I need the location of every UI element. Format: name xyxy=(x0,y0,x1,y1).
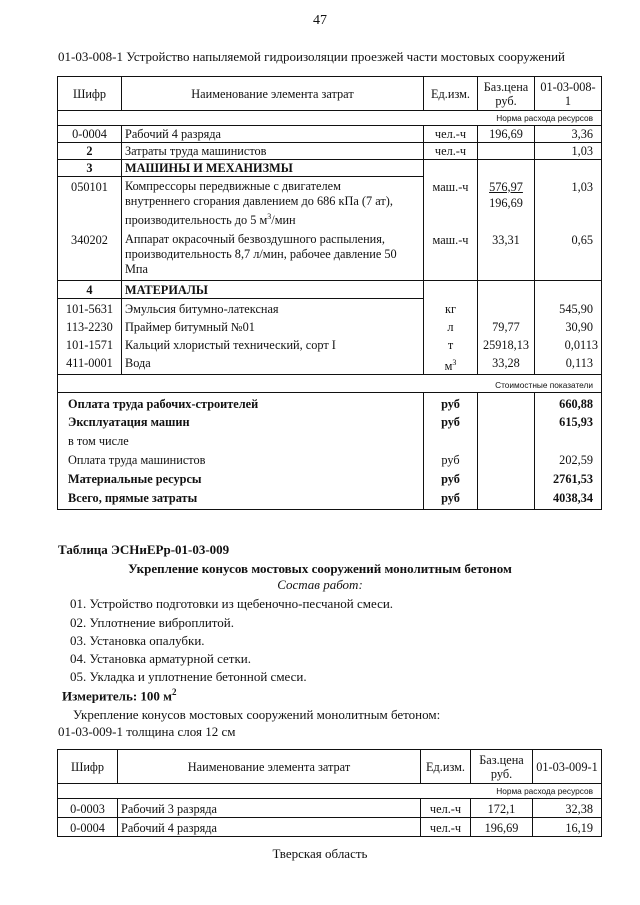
table-row xyxy=(58,353,602,375)
row-name-line: Компрессоры передвижные с двигателем xyxy=(125,179,341,193)
section-name: МАТЕРИАЛЫ xyxy=(122,281,424,299)
code-line: 01-03-009-1 толщина слоя 12 см xyxy=(58,724,236,739)
section-row xyxy=(58,160,602,177)
row-value: 1,03 xyxy=(535,143,602,160)
table-row xyxy=(58,299,602,318)
cost-unit: руб xyxy=(424,468,478,487)
table-row xyxy=(58,335,602,353)
row-name-line: Аппарат окрасочный безвоздушного распыления, xyxy=(125,232,385,247)
row-value: 545,90 xyxy=(535,299,602,318)
header-cipher: Шифр xyxy=(58,750,118,784)
row-cipher: 411-0001 xyxy=(58,353,122,375)
footer-region: Тверская область xyxy=(272,846,368,861)
row-value: 0,65 xyxy=(535,228,602,281)
row-name: Кальций хлористый технический, сорт I xyxy=(122,335,424,353)
row-price: 79,77 xyxy=(478,317,535,335)
section-name: МАШИНЫ И МЕХАНИЗМЫ xyxy=(122,160,424,177)
row-name: Праймер битумный №01 xyxy=(122,317,424,335)
cost-name: Оплата труда рабочих-строителей xyxy=(58,393,424,413)
table-row xyxy=(58,143,602,160)
cost-row xyxy=(58,430,602,449)
work-item: 02. Уплотнение виброплитой. xyxy=(70,615,235,630)
row-cipher: 0-0004 xyxy=(58,126,122,143)
row-name xyxy=(122,177,424,229)
cost-row xyxy=(58,449,602,468)
row-price xyxy=(478,143,535,160)
row-price: 25918,13 xyxy=(478,335,535,353)
measure: Измеритель: 100 $м^2$ xyxy=(62,687,177,704)
row-name: Рабочий 4 разряда xyxy=(122,126,424,143)
table-row xyxy=(58,799,602,818)
cost-value: 660,88 xyxy=(535,393,602,413)
table-row xyxy=(58,126,602,143)
table1 xyxy=(57,76,602,510)
row-price xyxy=(478,177,535,229)
cost-value: 4038,34 xyxy=(535,487,602,510)
row-cipher: 340202 xyxy=(58,228,122,281)
table2-name: Укрепление конусов мостовых сооружений монолитным бетоном xyxy=(128,561,512,576)
row-unit: чел.-ч xyxy=(421,799,471,818)
table2-title: Таблица ЭСНиЕРр-01-03-009 xyxy=(58,542,230,557)
section-row xyxy=(58,281,602,299)
row-price-main: 576,97 xyxy=(489,179,523,194)
cost-unit: руб xyxy=(424,487,478,510)
table1-title: 01-03-008-1 Устройство напыляемой гидроизоляции проезжей части мостовых сооружений xyxy=(58,49,565,64)
row-name: Затраты труда машинистов xyxy=(122,143,424,160)
row-unit: кг xyxy=(424,299,478,318)
cost-row xyxy=(58,412,602,430)
norm-label: Норма расхода ресурсов xyxy=(58,111,602,126)
header-unit: Ед.изм. xyxy=(421,750,471,784)
row-cipher: 101-5631 xyxy=(58,299,122,318)
cost-label: Стоимостные показатели xyxy=(58,375,602,393)
section-cipher: 4 xyxy=(58,281,122,299)
row-value: 0,113 xyxy=(535,353,602,375)
row-price-second: 196,69 xyxy=(489,195,523,210)
header-unit: Ед.изм. xyxy=(424,77,478,111)
header-name: Наименование элемента затрат xyxy=(118,750,421,784)
cost-row xyxy=(58,468,602,487)
cost-name: Всего, прямые затраты xyxy=(58,487,424,510)
row-value: 1,03 xyxy=(535,177,602,229)
row-cipher: 2 xyxy=(58,143,122,160)
row-name-line: производительность 8,7 л/мин, рабочее давление 50 xyxy=(125,247,397,262)
cost-unit: руб xyxy=(424,412,478,430)
table-row xyxy=(58,317,602,335)
header-name: Наименование элемента затрат xyxy=(122,77,424,111)
cost-value: 615,93 xyxy=(535,412,602,430)
table-row xyxy=(58,818,602,837)
row-name: Эмульсия битумно-латексная xyxy=(122,299,424,318)
work-description: Укрепление конусов мостовых сооружений монолитным бетоном: xyxy=(73,707,441,722)
row-name: Рабочий 3 разряда xyxy=(118,799,421,818)
header-cipher: Шифр xyxy=(58,77,122,111)
row-unit: чел.-ч xyxy=(421,818,471,837)
cost-value: 2761,53 xyxy=(535,468,602,487)
table2 xyxy=(57,749,602,837)
table2-header xyxy=(58,750,602,784)
table-row xyxy=(58,228,602,281)
row-name-line: Мпа xyxy=(125,262,148,277)
composition-label: Состав работ: xyxy=(277,577,363,592)
row-name-line: внутреннего сгорания давлением до 686 кПа (7 ат), xyxy=(125,194,393,208)
cost-name: Оплата труда машинистов xyxy=(58,449,424,468)
work-item: 03. Установка опалубки. xyxy=(70,633,205,648)
row-price: 33,31 xyxy=(478,228,535,281)
row-unit: т xyxy=(424,335,478,353)
header-price: Баз.цена руб. xyxy=(478,77,535,111)
row-cipher: 0-0004 xyxy=(58,818,118,837)
row-value: 16,19 xyxy=(533,818,602,837)
work-item: 05. Укладка и уплотнение бетонной смеси. xyxy=(70,669,307,684)
row-price: 33,28 xyxy=(478,353,535,375)
section-cipher: 3 xyxy=(58,160,122,177)
norm-label: Норма расхода ресурсов xyxy=(58,784,602,799)
row-value: 0,0113 xyxy=(535,335,602,353)
cost-name: Материальные ресурсы xyxy=(58,468,424,487)
work-item: 04. Установка арматурной сетки. xyxy=(70,651,251,666)
row-unit: $м^3$ xyxy=(424,353,478,375)
row-cipher: 113-2230 xyxy=(58,317,122,335)
row-price: 196,69 xyxy=(471,818,533,837)
row-unit: маш.-ч xyxy=(424,177,478,229)
cost-row xyxy=(58,487,602,510)
row-unit: л xyxy=(424,317,478,335)
row-cipher: 0-0003 xyxy=(58,799,118,818)
cost-unit: руб xyxy=(424,449,478,468)
row-name-line: производительность до 5 $м^3$/мин xyxy=(125,212,296,228)
row-value: 30,90 xyxy=(535,317,602,335)
cost-name: в том числе xyxy=(58,430,424,449)
row-value: 32,38 xyxy=(533,799,602,818)
row-unit: чел.-ч xyxy=(424,126,478,143)
row-unit: маш.-ч xyxy=(424,228,478,281)
header-code: 01-03-009-1 xyxy=(533,750,602,784)
table1-header xyxy=(58,77,602,111)
row-unit: чел.-ч xyxy=(424,143,478,160)
row-value: 3,36 xyxy=(535,126,602,143)
cost-value: 202,59 xyxy=(535,449,602,468)
row-price xyxy=(478,299,535,318)
row-cipher: 101-1571 xyxy=(58,335,122,353)
row-cipher: 050101 xyxy=(58,177,122,229)
row-price: 172,1 xyxy=(471,799,533,818)
table-row xyxy=(58,177,602,229)
row-name: Вода xyxy=(122,353,424,375)
cost-name: Эксплуатация машин xyxy=(58,412,424,430)
header-price: Баз.цена руб. xyxy=(471,750,533,784)
row-price: 196,69 xyxy=(478,126,535,143)
cost-row xyxy=(58,393,602,413)
row-name: Рабочий 4 разряда xyxy=(118,818,421,837)
cost-unit: руб xyxy=(424,393,478,413)
row-name xyxy=(122,228,424,281)
work-item: 01. Устройство подготовки из щебеночно-песчаной смеси. xyxy=(70,596,394,611)
page-number: 47 xyxy=(313,13,327,28)
header-code: 01-03-008-1 xyxy=(535,77,602,111)
